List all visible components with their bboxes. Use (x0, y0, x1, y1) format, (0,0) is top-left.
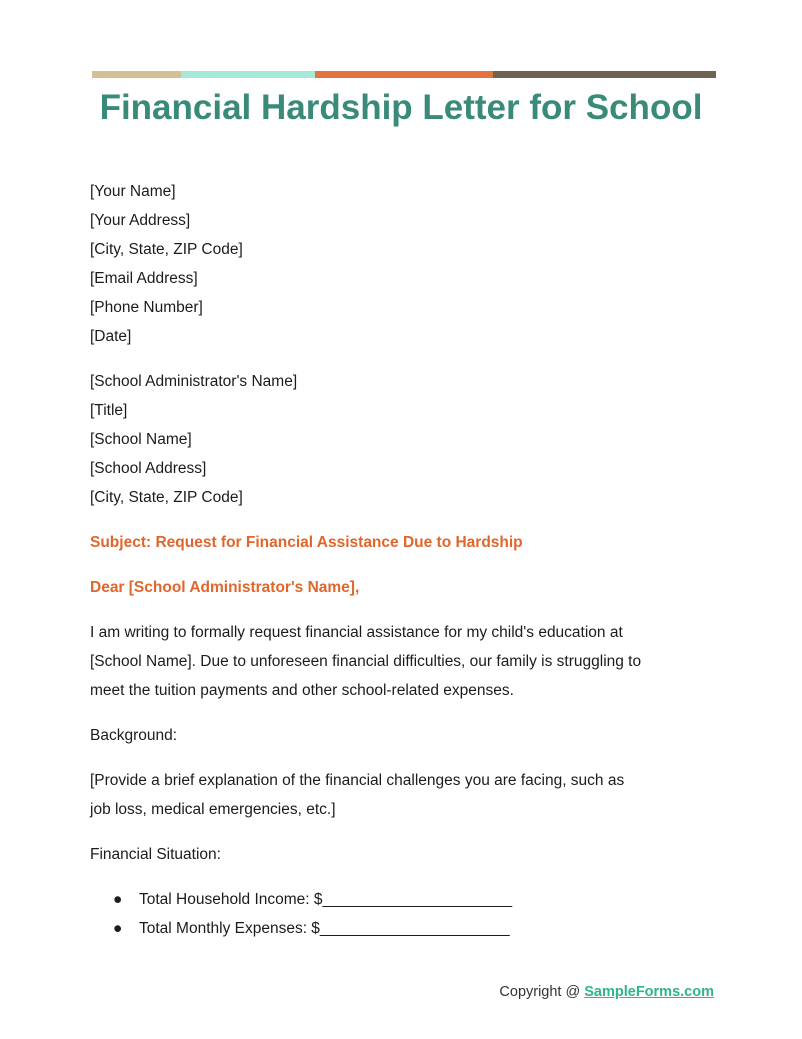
income-item: Total Household Income: $______________________ (139, 891, 513, 908)
sender-address: [Your Address] (90, 212, 191, 229)
recipient-title: [Title] (90, 402, 128, 419)
intro-line: meet the tuition payments and other school-related expenses. (90, 682, 514, 699)
background-line: [Provide a brief explanation of the financial challenges you are facing, such as (90, 772, 625, 789)
color-bar-segment-mint (181, 71, 315, 78)
recipient-school: [School Name] (90, 431, 192, 448)
financial-list (90, 885, 730, 943)
color-bar-segment-brown (493, 71, 716, 78)
recipient-city: [City, State, ZIP Code] (90, 489, 243, 506)
bullet-icon: ● (113, 920, 123, 937)
page-title: Financial Hardship Letter for School (99, 88, 703, 127)
copyright-prefix: Copyright @ (499, 984, 585, 1000)
recipient-name: [School Administrator's Name] (90, 373, 298, 390)
letter-date: [Date] (90, 328, 132, 345)
sender-city: [City, State, ZIP Code] (90, 241, 243, 258)
sender-name: [Your Name] (90, 183, 176, 200)
recipient-address: [School Address] (90, 460, 207, 477)
decorative-color-bar (92, 71, 716, 78)
sender-block (90, 177, 730, 351)
copyright-footer (499, 984, 714, 1000)
salutation: Dear [School Administrator's Name], (90, 579, 360, 596)
color-bar-segment-tan (92, 71, 181, 78)
sender-email: [Email Address] (90, 270, 198, 287)
background-line: job loss, medical emergencies, etc.] (90, 801, 336, 818)
letter-body (90, 177, 730, 943)
intro-paragraph (90, 618, 730, 705)
background-heading: Background: (90, 727, 178, 744)
background-paragraph (90, 766, 730, 824)
sender-phone: [Phone Number] (90, 299, 203, 316)
intro-line: [School Name]. Due to unforeseen financial difficulties, our family is struggling to (90, 653, 642, 670)
expenses-item: Total Monthly Expenses: $______________________ (139, 920, 510, 937)
financial-heading: Financial Situation: (90, 846, 221, 863)
brand-link[interactable]: SampleForms.com (584, 984, 714, 1000)
color-bar-segment-orange (315, 71, 493, 78)
intro-line: I am writing to formally request financial assistance for my child's education at (90, 624, 623, 641)
recipient-block (90, 367, 730, 512)
list-item (90, 885, 730, 914)
subject-line: Subject: Request for Financial Assistance Due to Hardship (90, 534, 523, 551)
bullet-icon: ● (113, 891, 123, 908)
list-item (90, 914, 730, 943)
